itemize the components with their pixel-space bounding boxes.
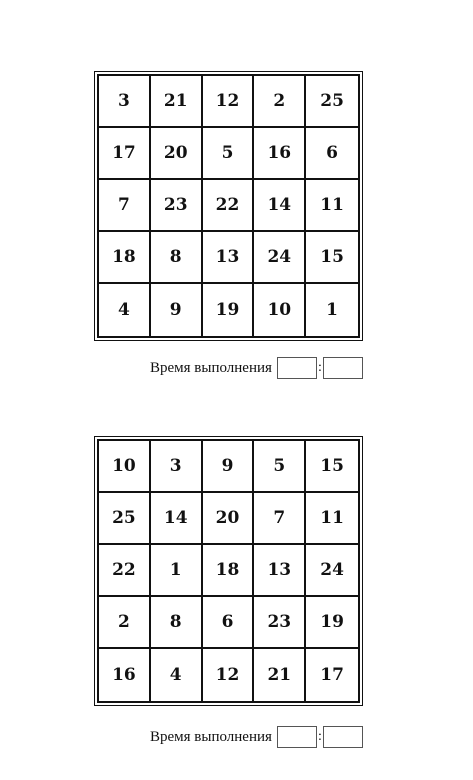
grid-cell: 2	[99, 597, 151, 649]
grid-cell: 21	[254, 649, 306, 701]
grid-cell: 19	[306, 597, 358, 649]
grid-cell: 6	[306, 128, 358, 180]
grid-cell: 5	[254, 441, 306, 493]
grid-cell: 22	[99, 545, 151, 597]
grid-cell: 3	[151, 441, 203, 493]
minutes-input-box[interactable]	[277, 726, 317, 748]
grid-cell: 24	[254, 232, 306, 284]
grid-cell: 7	[99, 180, 151, 232]
grid-cell: 20	[203, 493, 255, 545]
seconds-input-box[interactable]	[323, 726, 363, 748]
completion-time-row-1	[150, 356, 363, 380]
number-grid-2	[94, 436, 363, 706]
grid-cell: 12	[203, 649, 255, 701]
grid-cell: 8	[151, 597, 203, 649]
grid-cell: 9	[203, 441, 255, 493]
grid-cell: 1	[151, 545, 203, 597]
grid-cell: 17	[99, 128, 151, 180]
grid-cell: 18	[99, 232, 151, 284]
grid-cell: 22	[203, 180, 255, 232]
grid-cell: 2	[254, 76, 306, 128]
grid-cell: 1	[326, 300, 338, 320]
grid-body-2	[97, 439, 360, 703]
grid-body-1	[97, 74, 360, 338]
grid-cell: 18	[203, 545, 255, 597]
grid-cell: 20	[151, 128, 203, 180]
grid-cell: 15	[306, 232, 358, 284]
grid-cell: 5	[203, 128, 255, 180]
number-grid-1	[94, 71, 363, 341]
grid-cell: 4	[151, 649, 203, 701]
grid-cell: 6	[203, 597, 255, 649]
grid-cell: 9	[151, 284, 203, 336]
grid-cell: 7	[254, 493, 306, 545]
grid-cell: 11	[306, 493, 358, 545]
grid-cell: 15	[306, 441, 358, 493]
grid-cell: 3	[99, 76, 151, 128]
grid-cell: 10	[99, 441, 151, 493]
grid-cell: 8	[151, 232, 203, 284]
grid-cell: 25	[99, 493, 151, 545]
grid-cell: 13	[254, 545, 306, 597]
grid-cell: 23	[254, 597, 306, 649]
seconds-input-box[interactable]	[323, 357, 363, 379]
time-label: Время выполнения	[150, 728, 272, 745]
time-separator: :	[317, 729, 322, 744]
grid-cell: 4	[99, 284, 151, 336]
grid-cell: 19	[203, 284, 255, 336]
time-separator: :	[317, 360, 322, 375]
grid-cell: 12	[203, 76, 255, 128]
grid-cell: 16	[99, 649, 151, 701]
grid-cell: 25	[306, 76, 358, 128]
grid-cell: 21	[151, 76, 203, 128]
grid-cell: 16	[254, 128, 306, 180]
grid-cell: 23	[151, 180, 203, 232]
minutes-input-box[interactable]	[277, 357, 317, 379]
completion-time-row-2	[150, 725, 363, 749]
time-label: Время выполнения	[150, 359, 272, 376]
grid-cell: 14	[254, 180, 306, 232]
grid-cell: 11	[306, 180, 358, 232]
grid-cell: 17	[320, 665, 344, 685]
grid-cell: 13	[203, 232, 255, 284]
grid-cell: 14	[151, 493, 203, 545]
grid-cell: 10	[254, 284, 306, 336]
grid-cell: 24	[306, 545, 358, 597]
